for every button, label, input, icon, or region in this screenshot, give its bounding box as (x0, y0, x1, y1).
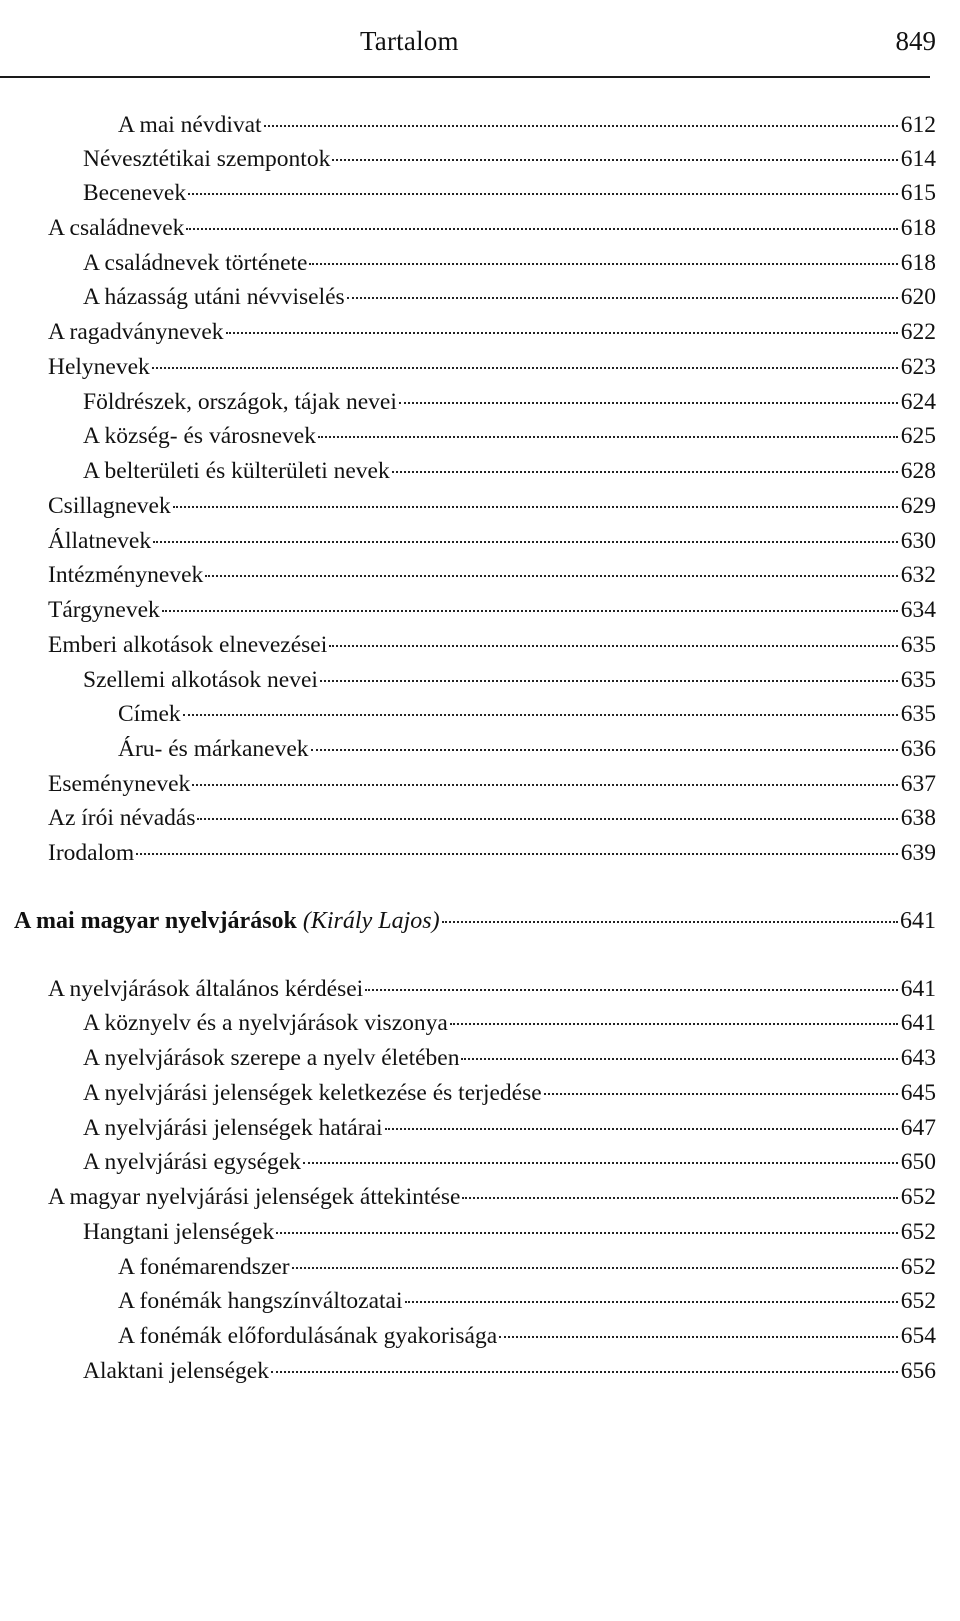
toc-entry-label: Az írói névadás (48, 805, 196, 831)
toc-entry (118, 1286, 936, 1316)
dot-leader (152, 366, 898, 369)
dot-leader (162, 609, 898, 612)
toc-entry-label: A nyelvjárások szerepe a nyelv életében (83, 1045, 460, 1071)
toc-entry-label: Szellemi alkotások nevei (83, 667, 318, 693)
toc-entry (48, 560, 936, 590)
toc-entry-label: A fonémák hangszínváltozatai (118, 1288, 403, 1314)
running-title: Tartalom (360, 26, 459, 56)
toc-entry-label: A belterületi és külterületi nevek (83, 458, 390, 484)
toc-entry (83, 1113, 936, 1143)
toc-entry-page: 635 (900, 667, 936, 693)
toc-entry-page: 639 (900, 840, 936, 866)
toc-entry (48, 317, 936, 347)
toc-entry (48, 769, 936, 799)
dot-leader (320, 679, 898, 682)
toc-entry-label: A mai névdivat (118, 112, 262, 138)
dot-leader (271, 1370, 898, 1373)
dot-leader (329, 644, 898, 647)
toc-entry-page: 647 (900, 1115, 936, 1141)
toc-entry-label: Áru- és márkanevek (118, 736, 309, 762)
toc-entry-page: 630 (900, 528, 936, 554)
toc-entry-page: 652 (900, 1288, 936, 1314)
dot-leader (442, 920, 898, 923)
dot-leader (462, 1196, 898, 1199)
dot-leader (197, 817, 898, 820)
dot-leader (264, 124, 898, 127)
toc-entry-label: A nyelvjárási egységek (83, 1149, 301, 1175)
toc-entry-label: Intézménynevek (48, 562, 204, 588)
toc-entry-label: Csillagnevek (48, 493, 171, 519)
toc-entry (83, 1147, 936, 1177)
toc-entry (118, 699, 936, 729)
toc-entry (83, 178, 936, 208)
toc-entry-label: Emberi alkotások elnevezései (48, 632, 328, 658)
toc-entry-label: A családnevek története (83, 250, 308, 276)
toc-entry (83, 1217, 936, 1247)
dot-leader (392, 470, 898, 473)
toc-entry (83, 1356, 936, 1386)
toc-entry-page: 620 (900, 284, 936, 310)
toc-entry-label: A magyar nyelvjárási jelenségek áttekintése (48, 1184, 461, 1210)
toc-entry (48, 838, 936, 868)
dot-leader (544, 1092, 898, 1095)
toc-entry (83, 248, 936, 278)
toc-entry (118, 1252, 936, 1282)
toc-entry-page: 622 (900, 319, 936, 345)
toc-entry-label: A házasság utáni névviselés (83, 284, 345, 310)
header-rule (0, 76, 930, 78)
toc-entry-page: 654 (900, 1323, 936, 1349)
toc-entry-label: Hangtani jelenségek (83, 1219, 275, 1245)
toc-entry (83, 1043, 936, 1073)
toc-entry (83, 665, 936, 695)
toc-entry-label: Állatnevek (48, 528, 152, 554)
toc-entry-page: 635 (900, 632, 936, 658)
toc-entry-label: A nyelvjárások általános kérdései (48, 976, 364, 1002)
toc-entry (48, 352, 936, 382)
dot-leader (183, 713, 898, 716)
toc-entry-page: 635 (900, 701, 936, 727)
toc-entry (118, 110, 936, 140)
toc-entry-label: Tárgynevek (48, 597, 160, 623)
dot-leader (136, 852, 898, 855)
toc-entry-page: 624 (900, 389, 936, 415)
toc-chapter-label (14, 906, 440, 936)
toc-entry-label: Becenevek (83, 180, 187, 206)
dot-leader (332, 158, 898, 161)
toc-entry-label: A ragadványnevek (48, 319, 224, 345)
toc-entry (83, 1078, 936, 1108)
toc-entry (48, 803, 936, 833)
toc-entry (118, 734, 936, 764)
dot-leader (405, 1300, 898, 1303)
dot-leader (205, 574, 898, 577)
toc-entry-page: 656 (900, 1358, 936, 1384)
dot-leader (347, 296, 898, 299)
toc-entry-page: 637 (900, 771, 936, 797)
toc-entry-page: 628 (900, 458, 936, 484)
toc-entry-page: 618 (900, 250, 936, 276)
dot-leader (499, 1335, 898, 1338)
dot-leader (311, 748, 898, 751)
toc-entry-page: 632 (900, 562, 936, 588)
dot-leader (188, 192, 898, 195)
dot-leader (399, 401, 898, 404)
toc-entry-page: 652 (900, 1184, 936, 1210)
toc-entry (83, 144, 936, 174)
toc-entry-page: 652 (900, 1219, 936, 1245)
toc-entry-label: Eseménynevek (48, 771, 191, 797)
toc-entry (48, 526, 936, 556)
chapter-title: A mai magyar nyelvjárások (14, 908, 297, 934)
toc-entry-page: 652 (900, 1254, 936, 1280)
dot-leader (292, 1266, 898, 1269)
toc-entry-label: Helynevek (48, 354, 150, 380)
toc-entry-page: 614 (900, 146, 936, 172)
toc-entry-label: A fonémák előfordulásának gyakorisága (118, 1323, 498, 1349)
dot-leader (385, 1127, 899, 1130)
toc-entry-label: A nyelvjárási jelenségek keletkezése és terjedése (83, 1080, 542, 1106)
dot-leader (192, 783, 898, 786)
toc-entry (48, 1182, 936, 1212)
toc-entry-label: A családnevek (48, 215, 185, 241)
toc-entry (83, 282, 936, 312)
dot-leader (153, 540, 898, 543)
toc-entry (118, 1321, 936, 1351)
toc-entry-label: Irodalom (48, 840, 135, 866)
toc-entry-label: A fonémarendszer (118, 1254, 290, 1280)
dot-leader (226, 331, 898, 334)
toc-entry-page: 641 (900, 976, 936, 1002)
toc-entry-page: 638 (900, 805, 936, 831)
toc-entry (48, 630, 936, 660)
page-number: 849 (895, 26, 936, 56)
toc-entry-page: 634 (900, 597, 936, 623)
toc-entry-page: 643 (900, 1045, 936, 1071)
toc-entry-page: 618 (900, 215, 936, 241)
toc-chapter-entry (14, 906, 936, 936)
toc-entry-page: 629 (900, 493, 936, 519)
toc-entry (48, 595, 936, 625)
toc-entry-label: Címek (118, 701, 181, 727)
toc-entry-page: 612 (900, 112, 936, 138)
dot-leader (309, 262, 898, 265)
page-header (0, 22, 960, 62)
dot-leader (186, 227, 898, 230)
toc-entry-label: Névesztétikai szempontok (83, 146, 331, 172)
toc-entry-label: A nyelvjárási jelenségek határai (83, 1115, 383, 1141)
dot-leader (276, 1231, 898, 1234)
toc-entry-page: 645 (900, 1080, 936, 1106)
toc-entry (48, 491, 936, 521)
dot-leader (365, 988, 898, 991)
dot-leader (318, 435, 898, 438)
toc-entry (83, 456, 936, 486)
toc-entry-label: A község- és városnevek (83, 423, 316, 449)
toc-entry-page: 625 (900, 423, 936, 449)
dot-leader (173, 505, 898, 508)
toc-entry-label: Földrészek, országok, tájak nevei (83, 389, 397, 415)
toc-entry-page: 615 (900, 180, 936, 206)
toc-entry-page: 641 (900, 1010, 936, 1036)
toc-entry (83, 387, 936, 417)
toc-entry (48, 974, 936, 1004)
toc-entry (83, 421, 936, 451)
dot-leader (303, 1161, 898, 1164)
toc-entry-label: A köznyelv és a nyelvjárások viszonya (83, 1010, 448, 1036)
toc-entry-page: 623 (900, 354, 936, 380)
toc-entry-page: 641 (900, 908, 936, 934)
dot-leader (450, 1022, 898, 1025)
toc-entry (83, 1008, 936, 1038)
toc-entry-page: 636 (900, 736, 936, 762)
toc-entry-page: 650 (900, 1149, 936, 1175)
toc-entry-label: Alaktani jelenségek (83, 1358, 269, 1384)
dot-leader (461, 1057, 898, 1060)
toc-entry (48, 213, 936, 243)
chapter-author: (Király Lajos) (302, 908, 440, 934)
